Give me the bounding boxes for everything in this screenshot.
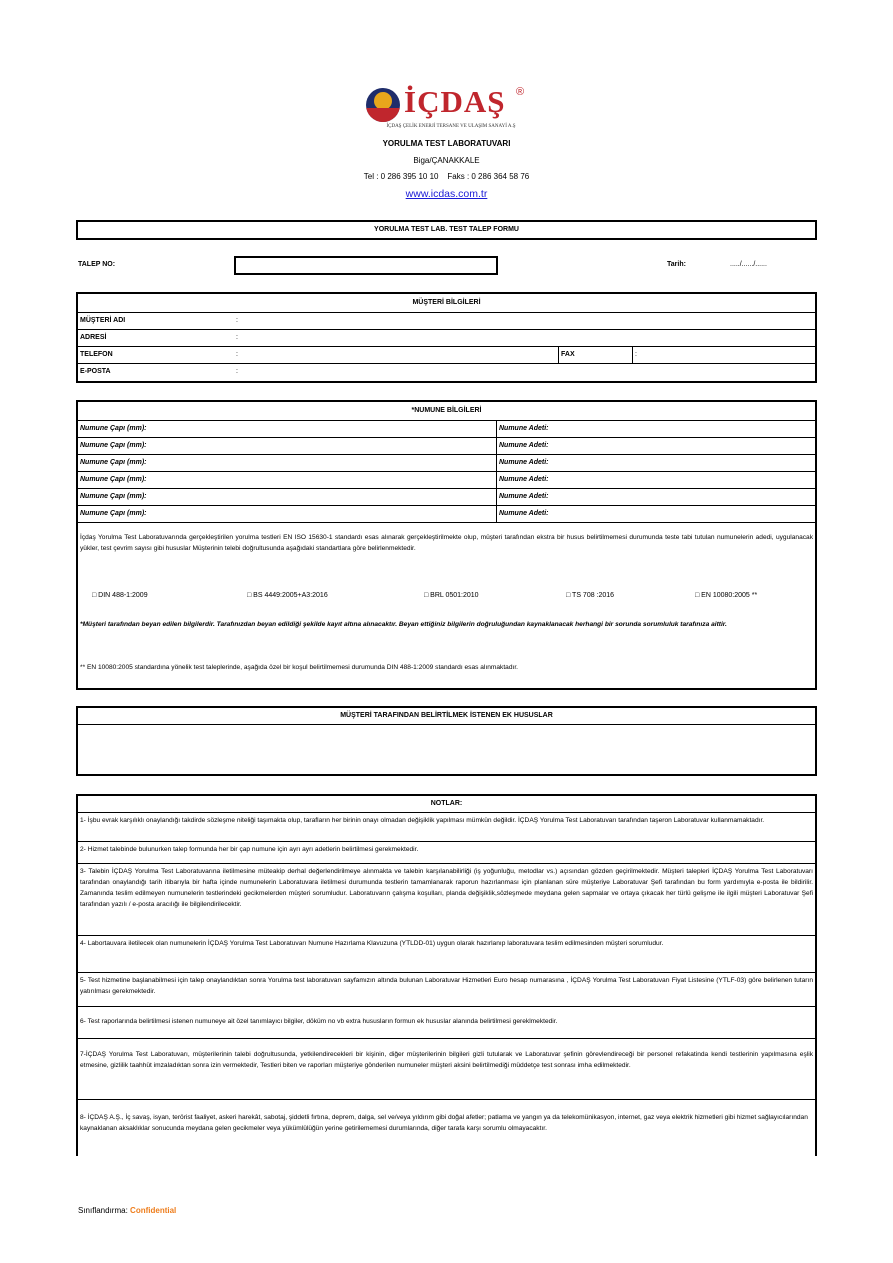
lab-location: Biga/ÇANAKKALE <box>413 156 480 165</box>
standard-din-checkbox[interactable]: □ DIN 488-1:2009 <box>92 592 148 599</box>
note-item: 3- Talebin İÇDAŞ Yorulma Test Laboratuvarına iletilmesine müteakip derhal değerlendirilmeye alınmakta ve talebin karşılanabilirliği (iş yoğunluğu, metodlar vs.) açısından gözden geçirilmektedir. Müşteri talepleri İÇDAŞ Yorulma Test Laboratuvarı tarafından onaylandığı tarih itibarıyla bir hafta içinde numunelerin Laboratuvara iletilmesi durumunda testlerin tamamlanarak raporun hazırlanması için planlanan süre müşteriye Laboratuvar Şefi tarafından bu form yardımıyla e-posta ile bildirilir. Zamanında teslim edilmeyen numunelerin testlerindeki gecikmelerden müşteri sorumludur. Laboratuvarın çalışma koşulları, planda değişiklik,sözleşmede meydana gelen sapmalar ve ortaya çıkacak her türlü gelişme ile ilgili müşteri Laboratuvar Şefi tarafından yazılı / e-posta aracılığı ile bilgilendirilecektir. <box>78 864 815 936</box>
sample-diameter-label: Numune Çapı (mm): <box>80 459 147 466</box>
sample-description: İçdaş Yorulma Test Laboratuvarında gerçekleştirilen yorulma testleri EN ISO 15630-1 standardı esas alınarak gerçekleştirilmekte olup, müşteri tarafından ekstra bir husus belirtilmemesi durumunda teste tabi tutulan numunelerin adedi, uygulanacak yükler, test çevrim sayısı gibi hususlar Müşterinin telebi doğrultusunda aşağıdaki standartlara göre belirlenmektedir. <box>80 534 813 552</box>
logo-emblem-icon <box>366 88 400 122</box>
standard-brl-checkbox[interactable]: □ BRL 0501:2010 <box>424 592 479 599</box>
lab-phone-fax: Tel : 0 286 395 10 10 Faks : 0 286 364 58 76 <box>363 172 530 181</box>
customer-email-label: E-POSTA <box>80 368 111 375</box>
note-item: 7-İÇDAŞ Yorulma Test Laboratuvarı, müşterilerinin talebi doğrultusunda, yetkilendirecekleri bir kişinin, diğer müşterilerinin bilgileri gizli tutularak ve Laboratuvar şefinin görevlendireceği bir personel refakatinda kendi testlerinin yapılmasına eşlik etmesine, gizlilik taahhüt imzaladıktan sonra izin vermektedir, Testleri biten ve raporları müşteriye gönderilen numuneler müşteri aksini belirtilmediği müddetçe test sonrası imha edilmektedir. <box>78 1039 815 1100</box>
sample-count-label: Numune Adeti: <box>499 476 549 483</box>
note-item: 2- Hizmet talebinde bulunurken talep formunda her bir çap numune için ayrı ayrı adetlerin belirtilmesi gerekmektedir. <box>78 842 815 864</box>
sample-row[interactable] <box>78 505 815 523</box>
sample-diameter-label: Numune Çapı (mm): <box>80 510 147 517</box>
declaration-note: *Müşteri tarafından beyan edilen bilgilerdir. Tarafınızdan beyan edildiği şekilde kayıt altına alınacaktır. Beyan ettiğiniz bilgilerin doğruluğundan kaynaklanacak herhangi bir sorunda sorumluluk tarafınıza aittir. <box>80 621 727 628</box>
customer-email-colon: : <box>236 368 238 375</box>
standard-en-checkbox[interactable]: □ EN 10080:2005 ** <box>695 592 758 599</box>
form-title <box>76 220 817 240</box>
extra-items-field[interactable] <box>78 725 815 774</box>
note-item: 6- Test raporlarında belirtilmesi istenen numuneye ait özel tanımlayıcı bilgiler, döküm no vb extra hususların formun ek hususlar alanında belirtilmesi gereklmektedir. <box>78 1007 815 1039</box>
en10080-note: ** EN 10080:2005 standardına yönelik test taleplerinde, aşağıda özel bir koşul belirtilmemesi durumunda DIN 488-1:2009 standardı esas alınmaktadır. <box>80 664 519 671</box>
logo-registered-mark: ® <box>516 86 525 98</box>
customer-email-row[interactable] <box>78 363 815 381</box>
note-item: 4- Labortauvara iletilecek olan numunelerin İÇDAŞ Yorulma Test Laboratuvarı Numune Hazırlama Klavuzuna (YTLDD-01) uygun olarak hazırlanıp laboratuvara teslim edilmesinden müşteri sorumludur. <box>78 936 815 973</box>
sample-count-label: Numune Adeti: <box>499 493 549 500</box>
customer-info-title <box>78 294 815 313</box>
sample-row[interactable] <box>78 437 815 455</box>
sample-info-section <box>76 400 817 690</box>
extra-items-section <box>76 706 817 776</box>
lab-name: YORULMA TEST LABORATUVARI <box>382 139 511 148</box>
standard-bs-checkbox[interactable]: □ BS 4449:2005+A3:2016 <box>247 592 328 599</box>
classification-footer <box>78 1206 176 1215</box>
note-item: 5- Test hizmetine başlanabilmesi için talep onaylandıktan sonra Yorulma test laboratuvarı sayfamızın altında bulunan Laboratuvar Hizmetleri Euro hesap numarasına , İÇDAŞ Yorulma Test Laboratuvarı Fiyat Listesine (YTLF-03) göre belirlenen tutarın yatırılması gerekmektedir. <box>78 973 815 1007</box>
sample-count-label: Numune Adeti: <box>499 459 549 466</box>
customer-info-section <box>76 292 817 383</box>
sample-diameter-label: Numune Çapı (mm): <box>80 442 147 449</box>
standard-ts-checkbox[interactable]: □ TS 708 :2016 <box>566 592 615 599</box>
sample-count-label: Numune Adeti: <box>499 425 549 432</box>
extra-items-title <box>78 708 815 725</box>
sample-diameter-label: Numune Çapı (mm): <box>80 476 147 483</box>
sample-diameter-label: Numune Çapı (mm): <box>80 425 147 432</box>
sample-row[interactable] <box>78 454 815 472</box>
customer-phone-row[interactable] <box>78 346 815 364</box>
sample-row[interactable] <box>78 488 815 506</box>
note-item: 8- İÇDAŞ A.Ş., İç savaş, isyan, terörist faaliyet, askeri harekât, sabotaj, şiddetli fırtına, deprem, dalga, sel ve/veya yıldırım gibi doğal afetler; patlama ve yangın ya da telekomünikasyon, internet, gaz veya elektrik hizmetleri gibi hizmet sağlayıcılarından kaynaklanan aksaklıklar sonucunda meydana gelen gecikmeler veya yükümlülüğün yerine getirilememesi durumlarında, diğer tarafa karşı sorumlu olmayacaktır. <box>80 1114 808 1132</box>
website-link[interactable]: www.icdas.com.tr <box>405 188 488 200</box>
classification-label: Sınıflandırma: <box>78 1206 128 1215</box>
customer-name-label: MÜŞTERİ ADI <box>80 317 126 324</box>
logo-text: İÇDAŞ <box>404 84 506 119</box>
customer-fax-colon: : <box>635 351 637 358</box>
sample-info-title-text: *NUMUNE BİLGİLERİ <box>411 407 482 414</box>
customer-name-colon: : <box>236 317 238 324</box>
logo-subtitle: İÇDAŞ ÇELİK ENERJİ TERSANE VE ULAŞIM SANAYİ A.Ş <box>386 124 516 129</box>
notes-title-text: NOTLAR: <box>430 800 463 807</box>
customer-fax-label: FAX <box>561 351 575 358</box>
customer-name-row[interactable] <box>78 312 815 330</box>
note-item: 1- İşbu evrak karşılıklı onaylandığı takdirde sözleşme niteliği taşımakta olup, tarafların her birinin onayı olmadan değişiklik yapılması mümkün değildir. İÇDAŞ Yorulma Test Laboratuvarı tarafından taşeron Laboratuvar kullanmamaktadır. <box>78 813 815 842</box>
sample-row[interactable] <box>78 471 815 489</box>
notes-section <box>76 794 817 1156</box>
standards-row <box>78 592 815 604</box>
company-logo <box>366 86 526 134</box>
classification-value: Confidential <box>130 1206 177 1215</box>
sample-row[interactable] <box>78 420 815 438</box>
extra-items-title-text: MÜŞTERİ TARAFINDAN BELİRTİLMEK İSTENEN EK HUSUSLAR <box>340 712 553 719</box>
request-no-label: TALEP NO: <box>78 261 116 268</box>
notes-title <box>78 796 815 813</box>
customer-address-colon: : <box>236 334 238 341</box>
sample-count-label: Numune Adeti: <box>499 442 549 449</box>
sample-diameter-label: Numune Çapı (mm): <box>80 493 147 500</box>
form-title-text: YORULMA TEST LAB. TEST TALEP FORMU <box>374 226 519 233</box>
customer-phone-label: TELEFON <box>80 351 113 358</box>
customer-info-title-text: MÜŞTERİ BİLGİLERİ <box>412 299 481 306</box>
request-no-field[interactable] <box>234 256 498 275</box>
date-label: Tarih: <box>667 261 686 268</box>
customer-address-row[interactable] <box>78 329 815 347</box>
customer-phone-colon: : <box>236 351 238 358</box>
sample-info-title <box>78 402 815 421</box>
customer-address-label: ADRESİ <box>80 334 107 341</box>
date-value[interactable]: ...../....../...... <box>730 261 767 268</box>
sample-count-label: Numune Adeti: <box>499 510 549 517</box>
